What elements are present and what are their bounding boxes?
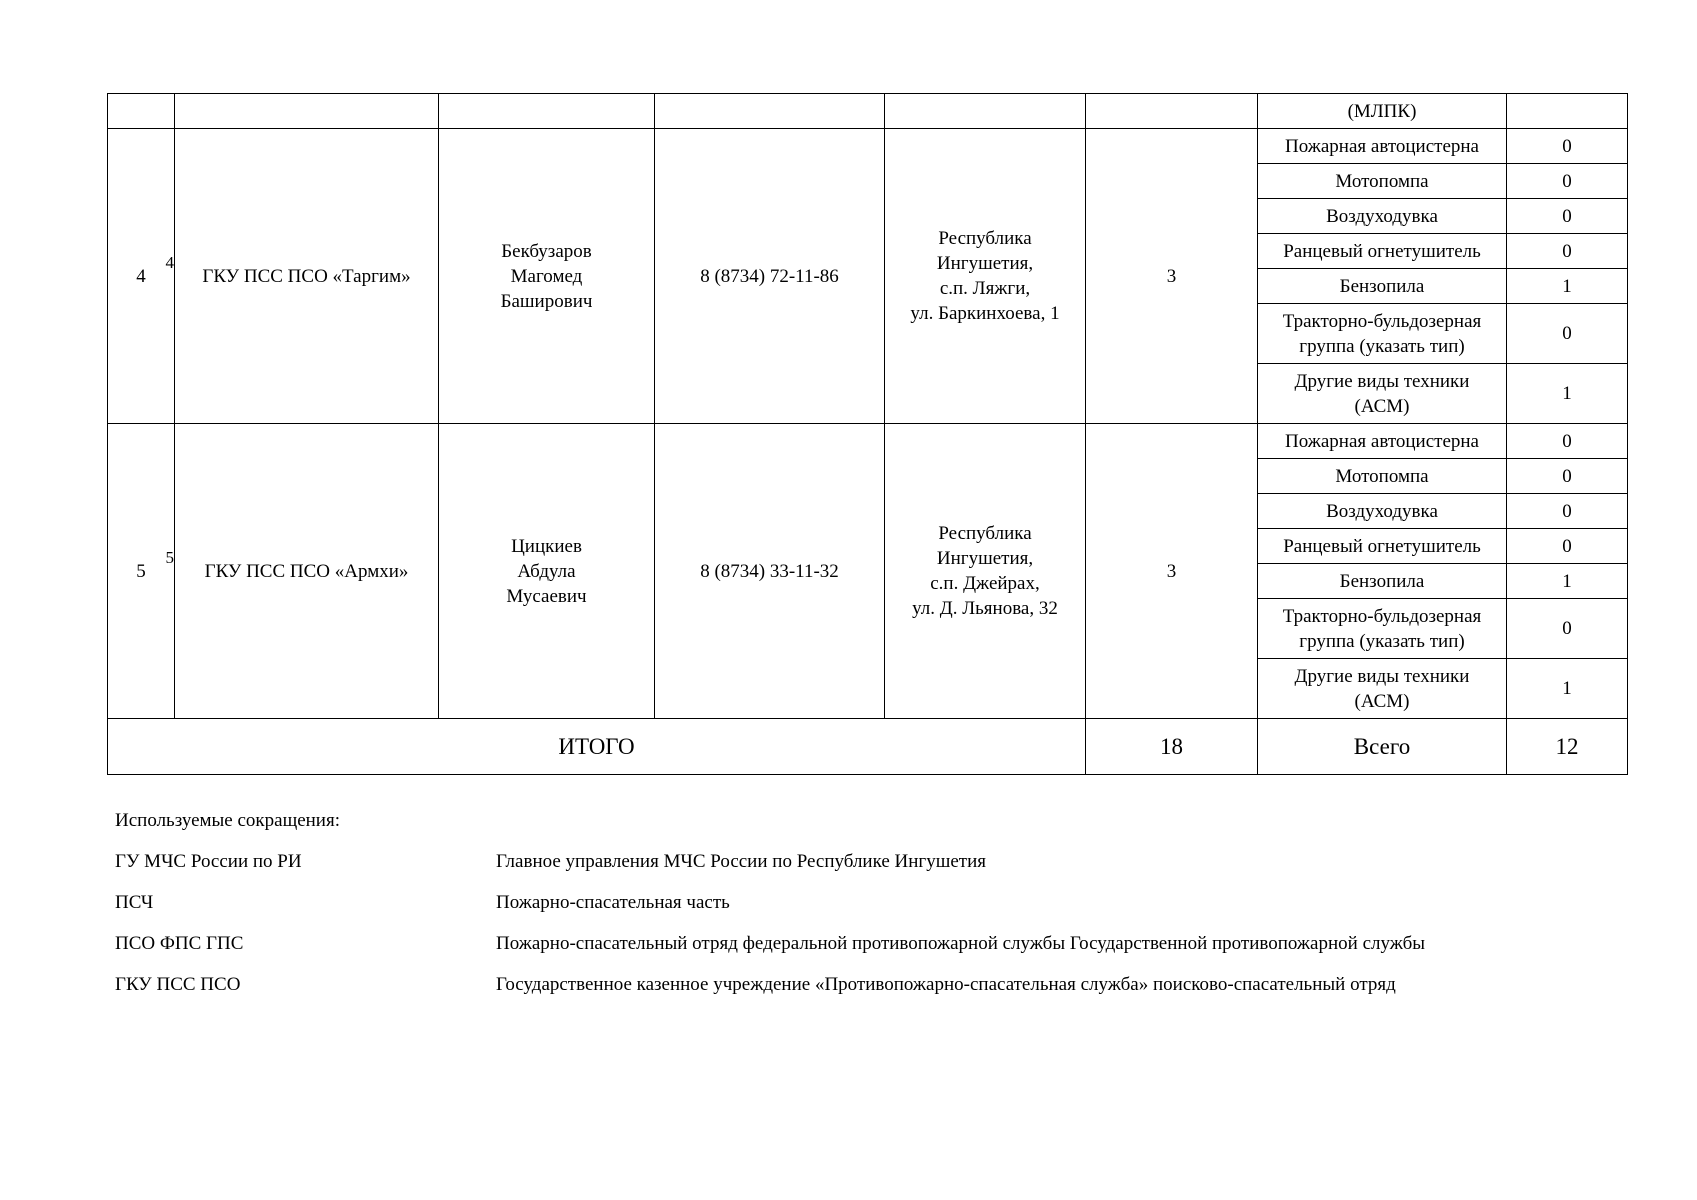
text-line: Цицкиев	[511, 535, 582, 557]
equipment-count: 0	[1507, 164, 1628, 199]
equipment-name: (МЛПК)	[1258, 94, 1507, 129]
unit-corner-number: 5	[165, 548, 174, 567]
equipment-count: 0	[1507, 599, 1628, 659]
equipment-count: 0	[1507, 459, 1628, 494]
unit-corner-number: 4	[165, 253, 174, 272]
abbreviation-value: Государственное казенное учреждение «Противопожарно-спасательная служба» поисково-спасательный отряд	[496, 974, 1396, 995]
text-line: Пожарная автоцистерна	[1285, 135, 1479, 157]
unit-head	[439, 424, 655, 719]
abbreviation-row	[115, 851, 1635, 873]
text-line: Пожарная автоцистерна	[1285, 430, 1479, 452]
abbreviation-key: ПСЧ	[115, 892, 154, 913]
table-cell	[439, 94, 655, 129]
abbreviation-row	[115, 933, 1635, 955]
text-line: Магомед	[510, 265, 583, 287]
table-cell	[655, 94, 885, 129]
text-line: Ранцевый огнетушитель	[1283, 535, 1481, 557]
equipment-name	[1258, 564, 1507, 599]
equipment-name	[1258, 129, 1507, 164]
text-line: Мусаевич	[506, 585, 587, 607]
abbreviation-key: ГКУ ПСС ПСО	[115, 974, 241, 995]
text-line: с.п. Ляжги,	[939, 278, 1031, 299]
equipment-count: 0	[1507, 234, 1628, 269]
unit-name: ГКУ ПСС ПСО «Таргим»	[175, 129, 439, 424]
unit-head	[439, 129, 655, 424]
equipment-count: 0	[1507, 494, 1628, 529]
abbreviation-key: ГУ МЧС России по РИ	[115, 851, 302, 872]
equipment-name	[1258, 659, 1507, 719]
equipment-count: 1	[1507, 269, 1628, 304]
abbreviations-list	[115, 851, 1635, 996]
text-line: Другие виды техники	[1294, 665, 1470, 687]
abbreviations-section	[115, 810, 1635, 1015]
text-line: Другие виды техники	[1294, 370, 1470, 392]
total-label: ИТОГО	[108, 719, 1086, 775]
equipment-name	[1258, 304, 1507, 364]
table-cell	[1507, 94, 1628, 129]
unit-staff: 3	[1086, 424, 1258, 719]
text-line: группа (указать тип)	[1299, 335, 1465, 357]
unit-number-cell	[108, 129, 175, 424]
abbreviation-value: Пожарно-спасательный отряд федеральной противопожарной службы Государственной противопожарной службы	[496, 933, 1426, 954]
unit-number: 5	[136, 560, 146, 582]
equipment-name	[1258, 459, 1507, 494]
equipment-name	[1258, 164, 1507, 199]
text-line: Республика	[938, 228, 1032, 249]
equipment-name	[1258, 269, 1507, 304]
unit-phone: 8 (8734) 72-11-86	[655, 129, 885, 424]
equipment-name	[1258, 599, 1507, 659]
equipment-name	[1258, 424, 1507, 459]
equipment-name	[1258, 199, 1507, 234]
total-row	[108, 719, 1628, 775]
unit-number-cell	[108, 424, 175, 719]
equipment-count: 0	[1507, 199, 1628, 234]
text-line: Ингушетия,	[936, 253, 1034, 274]
text-line: Мотопомпа	[1335, 170, 1429, 192]
equipment-name	[1258, 364, 1507, 424]
text-line: Абдула	[517, 560, 576, 582]
text-line: Баширович	[500, 290, 593, 312]
equipment-name	[1258, 494, 1507, 529]
equipment-name	[1258, 234, 1507, 269]
table-row	[108, 94, 1628, 129]
text-line: Бекбузаров	[501, 240, 592, 262]
text-line: ул. Баркинхоева, 1	[910, 303, 1060, 324]
text-line: Ранцевый огнетушитель	[1283, 240, 1481, 262]
equipment-count: 0	[1507, 304, 1628, 364]
abbreviation-value: Главное управления МЧС России по Республике Ингушетия	[496, 851, 987, 872]
total-staff: 18	[1086, 719, 1258, 775]
text-line: Тракторно-бульдозерная	[1282, 310, 1482, 332]
equipment-count: 1	[1507, 564, 1628, 599]
table-cell	[1086, 94, 1258, 129]
equipment-count: 0	[1507, 424, 1628, 459]
equipment-count: 0	[1507, 529, 1628, 564]
text-line: Республика	[938, 523, 1032, 544]
equipment-count: 0	[1507, 129, 1628, 164]
text-line: Мотопомпа	[1335, 465, 1429, 487]
total-equipment-count: 12	[1507, 719, 1628, 775]
table-row	[108, 424, 1628, 459]
unit-staff: 3	[1086, 129, 1258, 424]
abbreviation-value: Пожарно-спасательная часть	[496, 892, 730, 913]
abbreviation-row	[115, 892, 1635, 914]
abbreviations-header: Используемые сокращения:	[115, 810, 340, 831]
text-line: (АСМ)	[1354, 395, 1410, 417]
unit-phone: 8 (8734) 33-11-32	[655, 424, 885, 719]
text-line: ул. Д. Льянова, 32	[912, 598, 1058, 619]
text-line: группа (указать тип)	[1299, 630, 1465, 652]
text-line: Бензопила	[1339, 570, 1425, 592]
unit-number: 4	[136, 265, 146, 287]
equipment-count: 1	[1507, 364, 1628, 424]
text-line: Воздуходувка	[1326, 205, 1438, 227]
equipment-count: 1	[1507, 659, 1628, 719]
text-line: Бензопила	[1339, 275, 1425, 297]
abbreviation-row	[115, 974, 1635, 996]
text-line: Воздуходувка	[1326, 500, 1438, 522]
unit-name: ГКУ ПСС ПСО «Армхи»	[175, 424, 439, 719]
unit-address	[885, 129, 1086, 424]
total-equipment-label: Всего	[1258, 719, 1507, 775]
table-cell	[885, 94, 1086, 129]
table-cell	[175, 94, 439, 129]
table-cell	[108, 94, 175, 129]
text-line: Тракторно-бульдозерная	[1282, 605, 1482, 627]
equipment-name	[1258, 529, 1507, 564]
text-line: с.п. Джейрах,	[930, 573, 1040, 594]
unit-address	[885, 424, 1086, 719]
text-line: (АСМ)	[1354, 690, 1410, 712]
abbreviation-key: ПСО ФПС ГПС	[115, 933, 244, 954]
equipment-table	[107, 93, 1628, 775]
text-line: Ингушетия,	[936, 548, 1034, 569]
table-row	[108, 129, 1628, 164]
